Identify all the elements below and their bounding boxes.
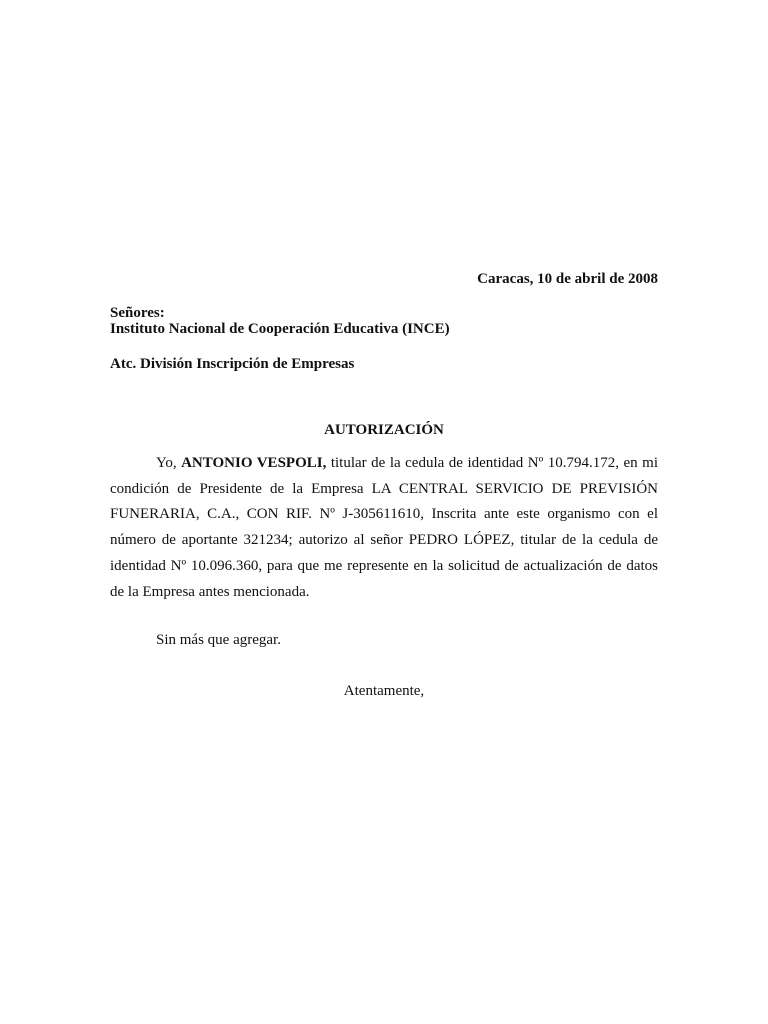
farewell-line: Atentamente, xyxy=(343,683,425,699)
attention-line: Atc. División Inscripción de Empresas xyxy=(110,356,355,372)
document-heading: AUTORIZACIÓN xyxy=(324,422,444,438)
recipient-salutation: Señores: xyxy=(110,305,165,321)
grantor-name: ANTONIO VESPOLI, xyxy=(181,455,327,471)
recipient-institution: Instituto Nacional de Cooperación Educativa (INCE) xyxy=(110,321,450,337)
body-text: titular de la cedula de identidad Nº 10.794.172, en mi condición de Presidente de la Empresa LA CENTRAL SERVICIO DE PREVISIÓN FUNERARIA, C.A., CON RIF. Nº J-305611610, Inscrita ante este organismo con el número de aportante 321234; autorizo al señor PEDRO LÓPEZ, titular de la cedula de identidad Nº 10.096.360, para que me represente en la solicitud de actualización de datos de la Empresa antes mencionada. xyxy=(110,455,658,600)
authorization-paragraph xyxy=(110,451,658,605)
letter-date: Caracas, 10 de abril de 2008 xyxy=(477,271,658,287)
recipient-block xyxy=(110,305,450,337)
body-lead: Yo, xyxy=(156,455,182,471)
closing-line: Sin más que agregar. xyxy=(156,632,281,648)
